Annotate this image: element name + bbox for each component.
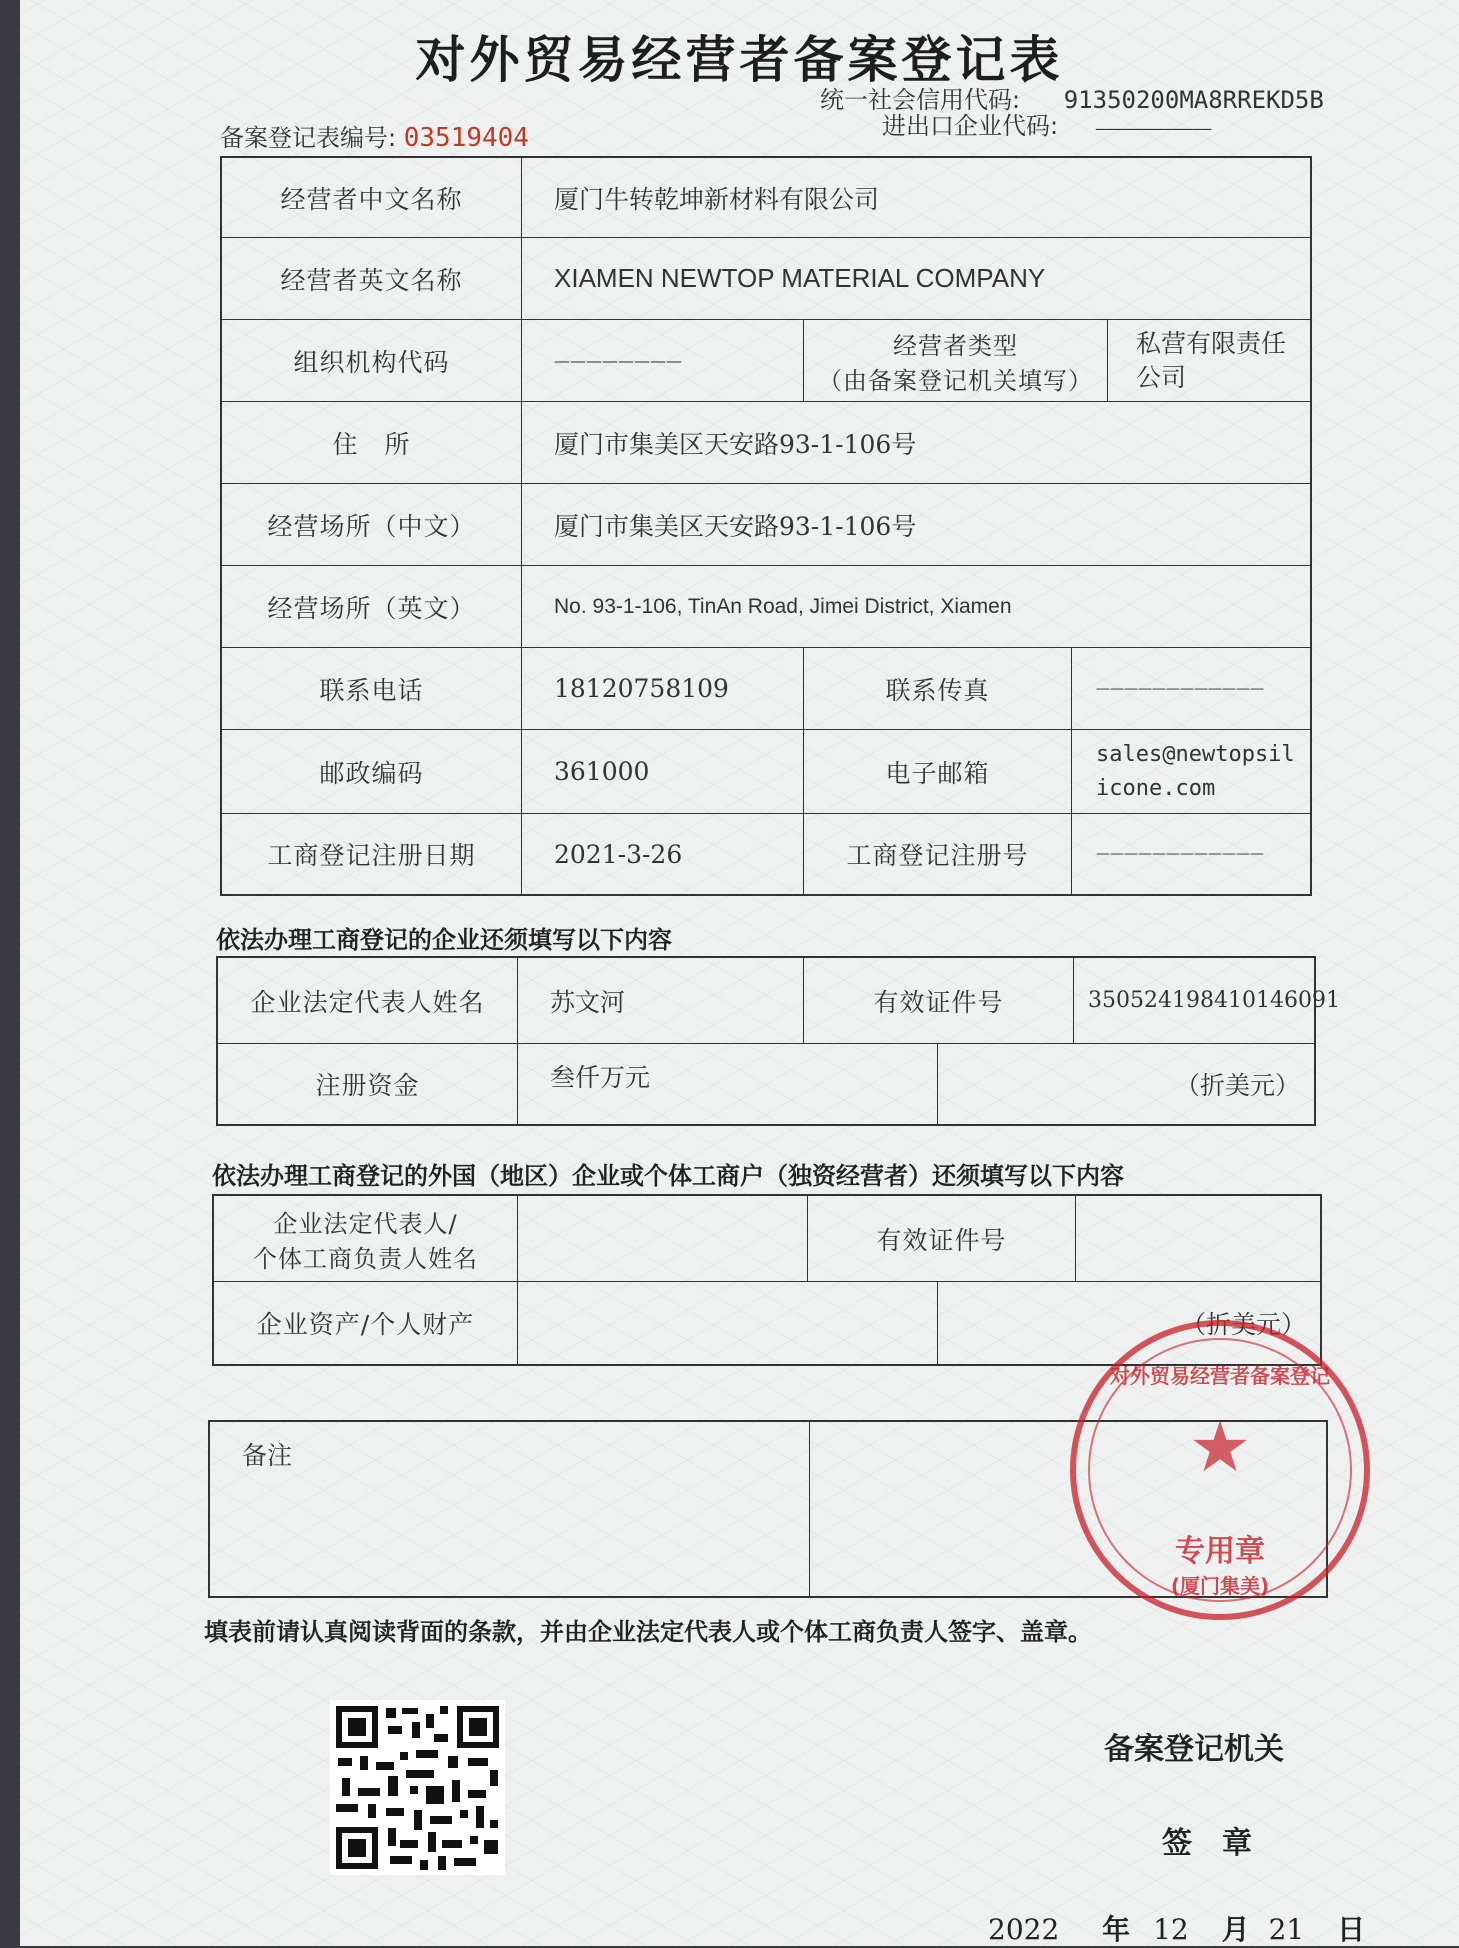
ie-code-value: ———————————— [1095, 119, 1212, 138]
official-seal [1070, 1320, 1370, 1620]
uscc-value: 91350200MA8RREKD5B [1063, 86, 1324, 114]
foreign-rep-label [214, 1196, 518, 1281]
table-row [222, 320, 1310, 402]
operator-type-label-line1: 经营者类型 [893, 331, 1018, 360]
main-info-table [220, 156, 1312, 896]
uscc-label: 统一社会信用代码: [820, 86, 1021, 114]
fax-label: 联系传真 [804, 648, 1072, 729]
address-value: 厦门市集美区天安路93-1-106号 [554, 429, 917, 459]
date-month-unit: 月 [1221, 1913, 1250, 1946]
table-row [222, 730, 1310, 814]
seal-center-text: 专用章 [1175, 1534, 1265, 1569]
table-row [222, 484, 1310, 566]
table-row [222, 814, 1310, 894]
table-row [214, 1196, 1320, 1282]
reg-date-value: 2021-3-26 [522, 814, 804, 894]
reg-date-label: 工商登记注册日期 [222, 814, 522, 894]
footer-note: 填表前请认真阅读背面的条款，并由企业法定代表人或个体工商负责人签字、盖章。 [204, 1618, 1092, 1646]
reg-no-value: ———————————— [1096, 846, 1264, 862]
en-name-value: XIAMEN NEWTOP MATERIAL COMPANY [554, 263, 1046, 293]
site-cn-label: 经营场所（中文） [222, 484, 522, 565]
capital-label: 注册资金 [218, 1044, 518, 1124]
en-name-label: 经营者英文名称 [222, 238, 522, 319]
foreign-rep-label-line2: 个体工商负责人姓名 [253, 1244, 478, 1273]
qr-code [330, 1700, 505, 1875]
seal-ring-text: 对外贸易经营者备案登记 [1110, 1364, 1330, 1388]
operator-type-value: 私营有限责任公司 [1136, 328, 1287, 392]
assets-value [518, 1282, 938, 1364]
foreign-id-value [1076, 1196, 1320, 1281]
address-label: 住 所 [222, 402, 522, 483]
postcode-value: 361000 [522, 730, 804, 813]
date-year: 2022 [988, 1913, 1060, 1946]
phone-label: 联系电话 [222, 648, 522, 729]
id-no-value: 350524198410146091 [1088, 988, 1340, 1013]
table-row [218, 958, 1340, 1044]
seal-sub-text: (厦门集美) [1170, 1574, 1270, 1598]
foreign-rep-label-line1: 企业法定代表人/ [273, 1209, 458, 1238]
table-row [222, 238, 1310, 320]
date-day-unit: 日 [1337, 1913, 1366, 1946]
assets-label: 企业资产/个人财产 [214, 1282, 518, 1364]
date-day: 21 [1268, 1913, 1305, 1946]
legal-rep-label: 企业法定代表人姓名 [218, 958, 518, 1043]
email-value: sales@newtopsilicone.com [1096, 741, 1295, 801]
fax-value: ———————————— [1096, 680, 1264, 697]
registration-form-page [20, 0, 1459, 1946]
table-row [222, 566, 1310, 648]
table-row [218, 1044, 1314, 1124]
authority-label: 备案登记机关 [1104, 1732, 1284, 1767]
table-row [222, 158, 1310, 238]
reg-no-label: 工商登记注册号 [804, 814, 1072, 894]
enterprise-table [216, 956, 1340, 1126]
seal-star-icon: ★ [1188, 1405, 1252, 1488]
operator-type-label [804, 320, 1108, 401]
cn-name-value: 厦门牛转乾坤新材料有限公司 [554, 184, 880, 214]
site-en-label: 经营场所（英文） [222, 566, 522, 647]
postcode-label: 邮政编码 [222, 730, 522, 813]
foreign-rep-value [518, 1196, 808, 1281]
date-year-unit: 年 [1102, 1913, 1131, 1946]
form-number-value: 03519404 [403, 123, 529, 153]
table-row [222, 402, 1310, 484]
foreign-id-label: 有效证件号 [808, 1196, 1076, 1281]
org-code-value: ———————— [522, 320, 804, 401]
sign-label: 签 章 [1162, 1826, 1252, 1861]
capital-value: 叁仟万元 [518, 1044, 938, 1124]
operator-type-label-line2: （由备案登记机关填写） [818, 366, 1093, 395]
legal-rep-value: 苏文河 [518, 958, 804, 1043]
issue-date [988, 1908, 1365, 1948]
ie-code-line [882, 106, 1211, 141]
remarks-label: 备注 [210, 1422, 810, 1596]
id-no-label: 有效证件号 [804, 958, 1074, 1043]
section3-title: 依法办理工商登记的外国（地区）企业或个体工商户（独资经营者）还须填写以下内容 [212, 1162, 1124, 1190]
org-code-label: 组织机构代码 [222, 320, 522, 401]
phone-value: 18120758109 [522, 648, 804, 729]
site-en-value: No. 93-1-106, TinAn Road, Jimei District, Xiamen [554, 594, 1012, 618]
form-title: 对外贸易经营者备案登记表 [415, 31, 1064, 89]
capital-usd-label: （折美元） [1174, 1071, 1300, 1100]
cn-name-label: 经营者中文名称 [222, 158, 522, 237]
email-label: 电子邮箱 [804, 730, 1072, 813]
site-cn-value: 厦门市集美区天安路93-1-106号 [554, 511, 917, 541]
ie-code-label: 进出口企业代码: [882, 112, 1059, 140]
section2-title: 依法办理工商登记的企业还须填写以下内容 [216, 926, 672, 954]
assets-usd-label: （折美元） [1180, 1310, 1306, 1339]
form-number-label: 备案登记表编号: [220, 124, 397, 152]
date-month: 12 [1153, 1913, 1189, 1946]
form-number-line [220, 118, 529, 153]
table-row [222, 648, 1310, 730]
